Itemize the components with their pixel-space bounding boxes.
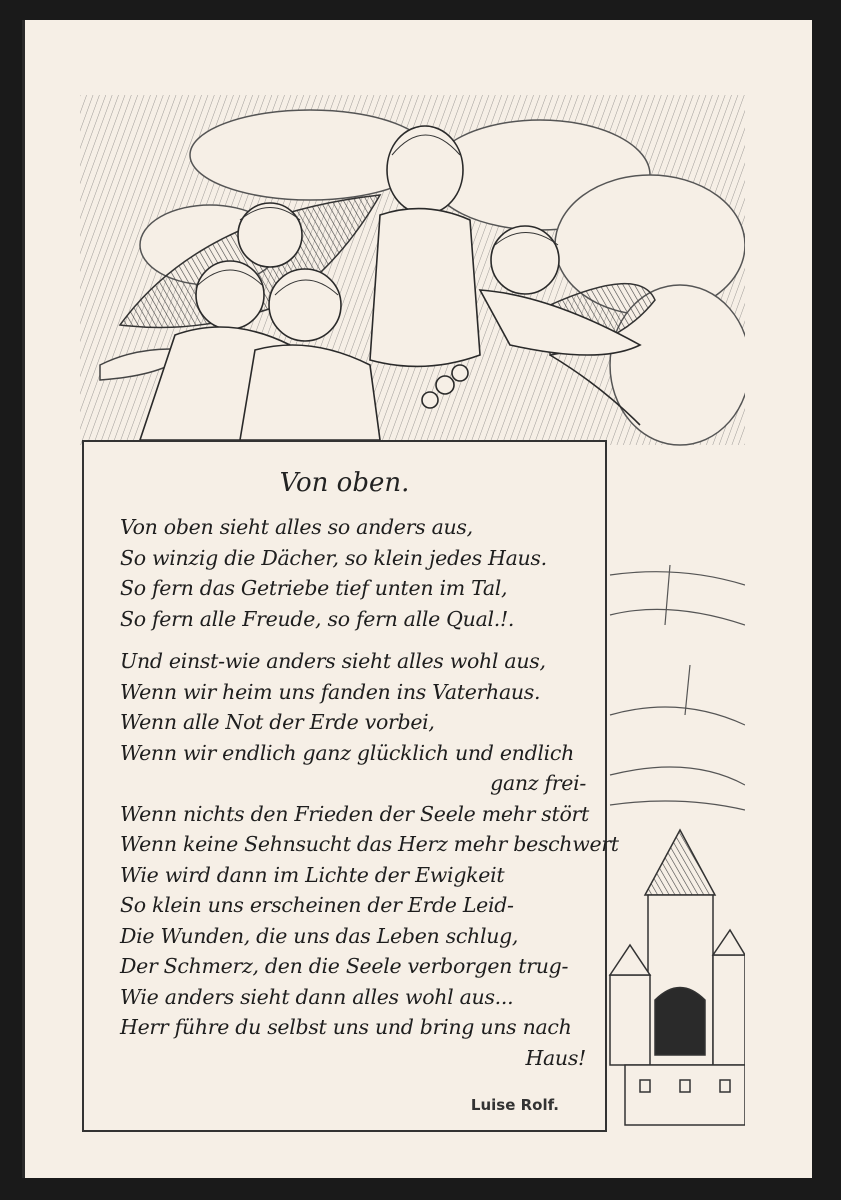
poem-text	[120, 512, 619, 1073]
poem-line: So fern alle Freude, so fern alle Qual.!.	[120, 606, 515, 631]
poem-line: Wenn keine Sehnsucht das Herz mehr beschwert	[120, 832, 619, 856]
poem-line: Haus!	[525, 1045, 586, 1070]
poem-line: Und einst-wie anders sieht alles wohl aus,	[120, 649, 546, 673]
poem-panel	[82, 440, 619, 1132]
poem-line: Der Schmerz, den die Seele verborgen trug-	[120, 954, 569, 978]
poem-line: ganz frei-	[490, 771, 586, 795]
stanza-gap	[120, 634, 590, 646]
poem-line: Wenn wir endlich ganz glücklich und endlich	[120, 740, 575, 765]
poem-line: So klein uns erscheinen der Erde Leid-	[120, 893, 514, 917]
poem-line: So fern das Getriebe tief unten im Tal,	[120, 576, 508, 600]
town-tower	[610, 830, 745, 1125]
poem-line: Wie wird dann im Lichte der Ewigkeit	[120, 862, 505, 887]
poem-line: So winzig die Dächer, so klein jedes Haus.	[120, 545, 547, 570]
poem-line: Von oben sieht alles so anders aus,	[120, 515, 473, 539]
poem-author: Luise Rolf.	[470, 1096, 559, 1114]
poem-line: Die Wunden, die uns das Leben schlug,	[120, 923, 519, 948]
poem-line: Wenn nichts den Frieden der Seele mehr stört	[120, 801, 589, 826]
poem-line: Wenn alle Not der Erde vorbei,	[120, 710, 435, 734]
poem-line: Wie anders sieht dann alles wohl aus...	[120, 984, 514, 1009]
landscape	[610, 565, 745, 810]
poem-line: Wenn wir heim uns fanden ins Vaterhaus.	[120, 679, 541, 704]
poem-line: Herr führe du selbst uns und bring uns nach	[120, 1015, 572, 1039]
poem-title: Von oben.	[279, 468, 410, 498]
